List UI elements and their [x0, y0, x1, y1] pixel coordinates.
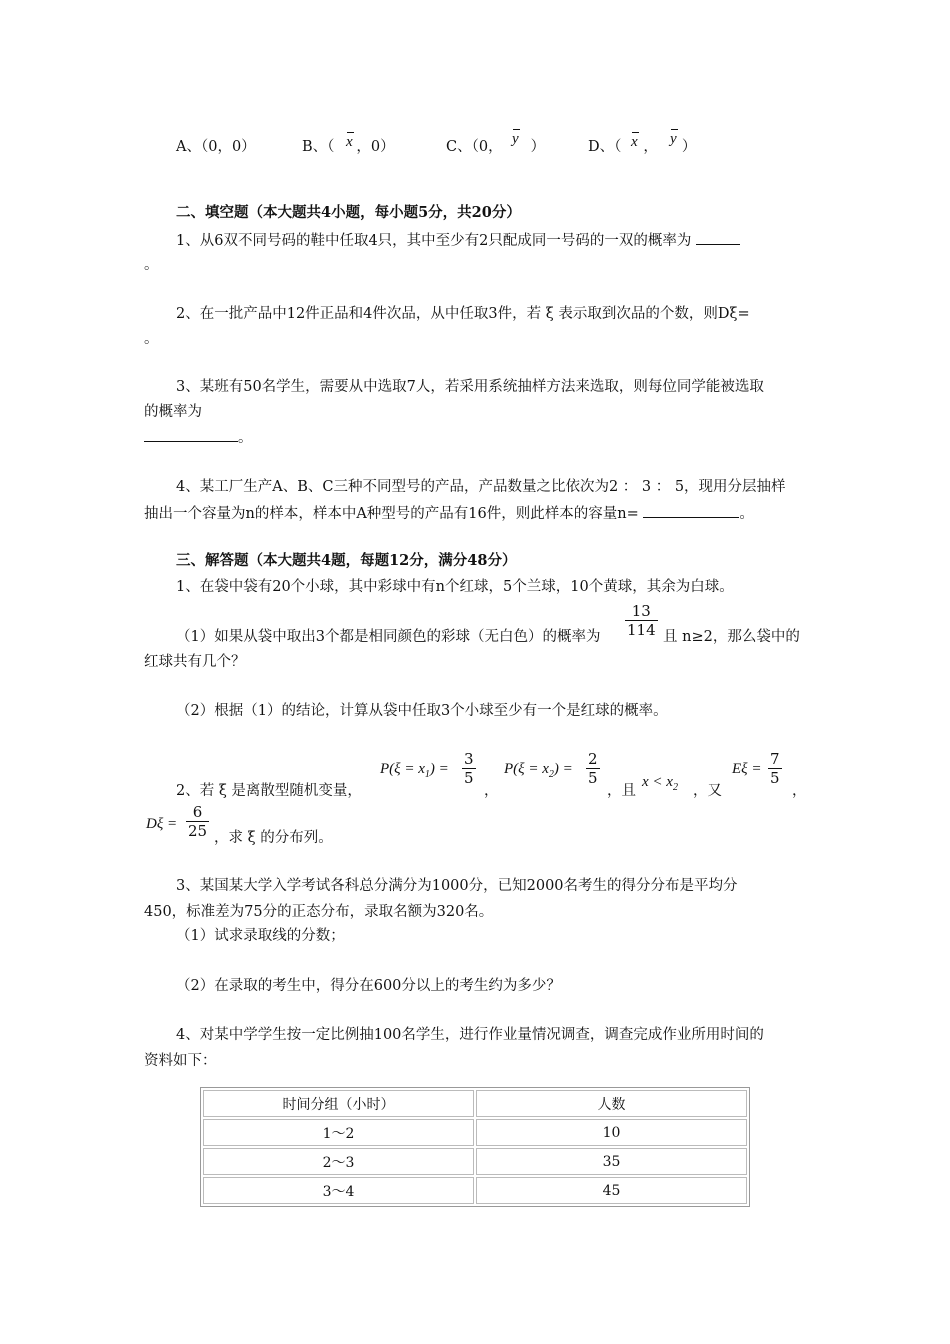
option-d — [588, 137, 696, 157]
prob-x2-expr: $P(\xi = x_2)$ = — [504, 761, 573, 780]
s3-q3-part1: （1）试求录取线的分数； — [176, 928, 345, 944]
table-cell: 2～3 — [203, 1148, 474, 1175]
prob-x1-expr: $P(\xi = x_1)$ = — [380, 761, 449, 780]
section3-title: 三、解答题（本大题共4题，每题12分，满分48分） — [176, 552, 517, 569]
s3-q3-part2: （2）在录取的考生中，得分在600分以上的考生约为多少？ — [176, 978, 561, 994]
again-text: ，又 — [693, 783, 722, 799]
s2-q4-line2: 抽出一个容量为n的样本，样本中A种型号的产品有16件，则此样本的容量n= 。 — [144, 503, 754, 524]
s3-q1-part1-b: 且 n≥2，那么袋中的 — [663, 629, 800, 645]
table-row — [203, 1119, 747, 1146]
table-row — [203, 1148, 747, 1175]
s2-q2-line1: 2、在一批产品中12件正品和4件次品，从中任取3件，若 ξ 表示取到次品的个数，则Dξ= — [176, 306, 750, 322]
variance-expr: Dξ = — [146, 816, 178, 832]
and-text: ，且 — [607, 783, 636, 799]
s2-q3-line3: 。 — [144, 427, 253, 448]
option-b-suffix: ，0） — [356, 139, 395, 155]
table-header-cell: 人数 — [476, 1090, 747, 1117]
option-c — [446, 137, 545, 157]
prob-x1-fraction: $\frac{3}{5}$ — [464, 750, 474, 787]
s3-q1-intro: 1、在袋中袋有20个小球，其中彩球中有n个红球，5个兰球，10个黄球，其余为白球。 — [176, 579, 734, 595]
table-cell: 35 — [476, 1148, 747, 1175]
s2-q1-line1: 1、从6双不同号码的鞋中任取4只，其中至少有2只配成同一号码的一双的概率为 — [176, 230, 740, 251]
comma-1: ， — [484, 783, 499, 799]
s3-q4-line1: 4、对某中学学生按一定比例抽100名学生，进行作业量情况调查，调查完成作业所用时间的 — [176, 1027, 764, 1043]
s2-q4-line1: 4、某工厂生产A、B、C三种不同型号的产品，产品数量之比依次为2 ： 3 ： 5，现用分层抽样 — [176, 479, 786, 495]
s3-q1-fraction: $\frac{13}{114}$ — [627, 602, 656, 639]
table-header-row — [203, 1090, 747, 1117]
d-x-bar-symbol: x — [631, 134, 638, 150]
s3-q1-part2: （2）根据（1）的结论，计算从袋中任取3个小球至少有一个是红球的概率。 — [176, 703, 668, 719]
y-bar-symbol: y — [512, 131, 519, 147]
table-header-cell: 时间分组（小时） — [203, 1090, 474, 1117]
s3-q3-line1: 3、某国某大学入学考试各科总分满分为1000分，已知2000名考生的得分分布是平均分 — [176, 878, 738, 894]
s3-q1-part1-c: 红球共有几个？ — [144, 654, 246, 670]
expectation-fraction: $\frac{7}{5}$ — [770, 750, 780, 787]
s3-q3-line2: 450，标准差为75分的正态分布，录取名额为320名。 — [144, 904, 494, 920]
option-b-prefix: B、（ — [302, 139, 335, 155]
d-y-bar-symbol: y — [670, 131, 677, 147]
s2-q3-line1: 3、某班有50名学生，需要从中选取7人，若采用系统抽样方法来选取，则每位同学能被选取 — [176, 379, 764, 395]
table-cell: 10 — [476, 1119, 747, 1146]
s3-q4-line2: 资料如下： — [144, 1053, 217, 1069]
table-cell: 1～2 — [203, 1119, 474, 1146]
option-c-suffix: ） — [530, 139, 546, 155]
option-d-mid: ， — [643, 139, 658, 155]
table-row — [203, 1177, 747, 1204]
option-d-suffix: ） — [681, 139, 697, 155]
table-cell: 3～4 — [203, 1177, 474, 1204]
inequality-expr: $x < x_2$ — [642, 774, 678, 793]
section2-title: 二、填空题（本大题共4小题，每小题5分，共20分） — [176, 204, 521, 221]
s2-q1-line2: 。 — [144, 257, 159, 273]
x-bar-symbol: x — [346, 134, 353, 150]
time-distribution-table — [200, 1087, 750, 1207]
s3-q2-intro: 2、若 ξ 是离散型随机变量， — [176, 783, 362, 799]
option-c-prefix: C、（0， — [446, 139, 503, 155]
option-a: A、（0，0） — [176, 139, 256, 155]
comma-2: ， — [792, 783, 807, 799]
table-cell: 45 — [476, 1177, 747, 1204]
prob-x2-fraction: $\frac{2}{5}$ — [588, 750, 598, 787]
s2-q3-line2: 的概率为 — [144, 404, 202, 420]
variance-fraction: $\frac{6}{25}$ — [188, 803, 208, 840]
option-d-prefix: D、（ — [588, 139, 622, 155]
s3-q2-end: ，求 ξ 的分布列。 — [214, 830, 333, 846]
s3-q1-part1-a: （1）如果从袋中取出3个都是相同颜色的彩球（无白色）的概率为 — [176, 629, 601, 645]
s2-q2-line2: 。 — [144, 331, 159, 347]
expectation-expr: Eξ = — [732, 761, 762, 777]
